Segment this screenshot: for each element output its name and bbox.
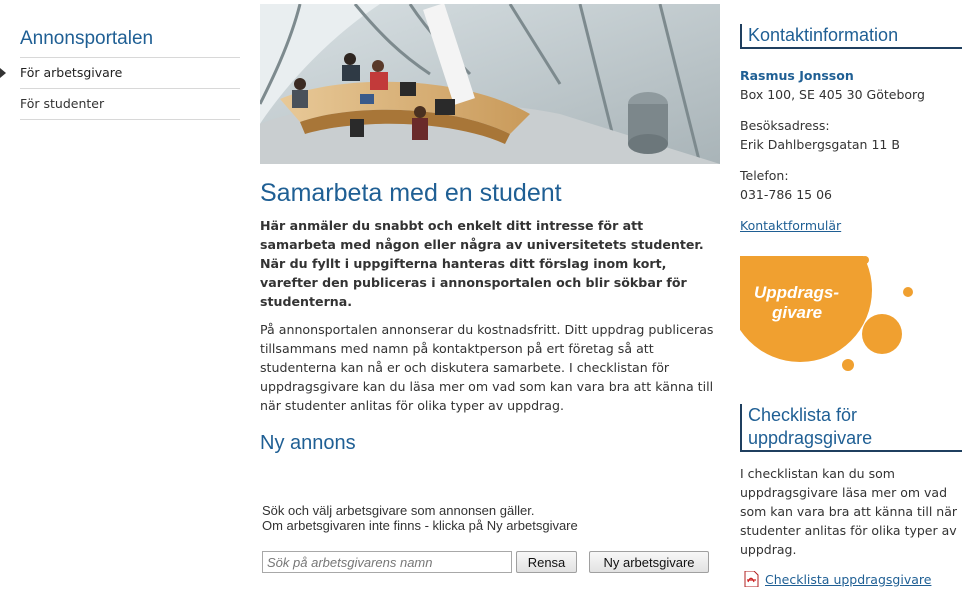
contact-info	[740, 66, 962, 235]
active-arrow-icon	[0, 68, 6, 78]
left-navigation	[20, 28, 240, 120]
badge-line2: givare	[772, 303, 823, 322]
contact-title: Kontaktinformation	[740, 24, 962, 49]
badge-graphic	[740, 256, 920, 372]
clear-button[interactable]: Rensa	[516, 551, 577, 573]
nav-item-label: För studenter	[20, 96, 105, 111]
postal-address: Box 100, SE 405 30 Göteborg	[740, 87, 925, 102]
badge-line1: Uppdrags-	[754, 283, 839, 302]
section-title: Ny annons	[260, 432, 356, 454]
checklist-title: Checklista för uppdragsgivare	[740, 404, 962, 452]
right-sidebar	[740, 24, 962, 587]
instruction-line: Sök och välj arbetsgivare som annonsen gäller.	[262, 503, 535, 518]
body-paragraph: På annonsportalen annonserar du kostnadsfritt. Ditt uppdrag publiceras tillsammans med namn på kontaktperson på ert företag så att studenterna kan nå er och diskutera samarbete. I checklistan för uppdragsgivare kan du läsa mer om vad som kan vara bra att känna till när studenter anlitas för olika typer av uppdrag.	[260, 322, 714, 413]
search-row	[262, 551, 720, 573]
checklist-text: I checklistan kan du som uppdragsgivare läsa mer om vad som kan vara bra att känna till när studenter anlitas för olika typer av uppdrag.	[740, 466, 958, 557]
new-employer-button[interactable]: Ny arbetsgivare	[589, 551, 709, 573]
nav-item-label: För arbetsgivare	[20, 65, 123, 80]
visit-label: Besöksadress:	[740, 118, 830, 133]
main-content	[260, 4, 720, 573]
checklist-pdf-link[interactable]	[740, 571, 962, 587]
visit-address: Erik Dahlbergsgatan 11 B	[740, 137, 900, 152]
nav-item-arbetsgivare[interactable]	[20, 58, 240, 89]
phone-label: Telefon:	[740, 168, 789, 183]
uppdragsgivare-badge[interactable]	[740, 256, 920, 372]
nav-title: Annonsportalen	[20, 28, 240, 58]
nav-item-studenter[interactable]	[20, 89, 240, 120]
contact-name: Rasmus Jonsson	[740, 68, 854, 83]
hero-illustration	[260, 4, 720, 164]
lead-paragraph: Här anmäler du snabbt och enkelt ditt intresse för att samarbeta med någon eller några av universitetets studenter. När du fyllt i uppgifterna hanteras ditt förslag inom kort, varefter den publiceras i annonsportalen och blir sökbar för studenterna.	[260, 218, 704, 309]
hero-image	[260, 4, 720, 164]
pdf-icon	[744, 571, 759, 587]
checklist-link-label: Checklista uppdragsgivare	[765, 571, 932, 587]
page-title: Samarbeta med en student	[260, 179, 562, 207]
instruction-line: Om arbetsgivaren inte finns - klicka på Ny arbetsgivare	[262, 518, 578, 533]
phone-number: 031-786 15 06	[740, 187, 832, 202]
employer-search-input[interactable]	[262, 551, 512, 573]
contact-form-link[interactable]: Kontaktformulär	[740, 218, 842, 233]
instructions	[262, 503, 720, 533]
